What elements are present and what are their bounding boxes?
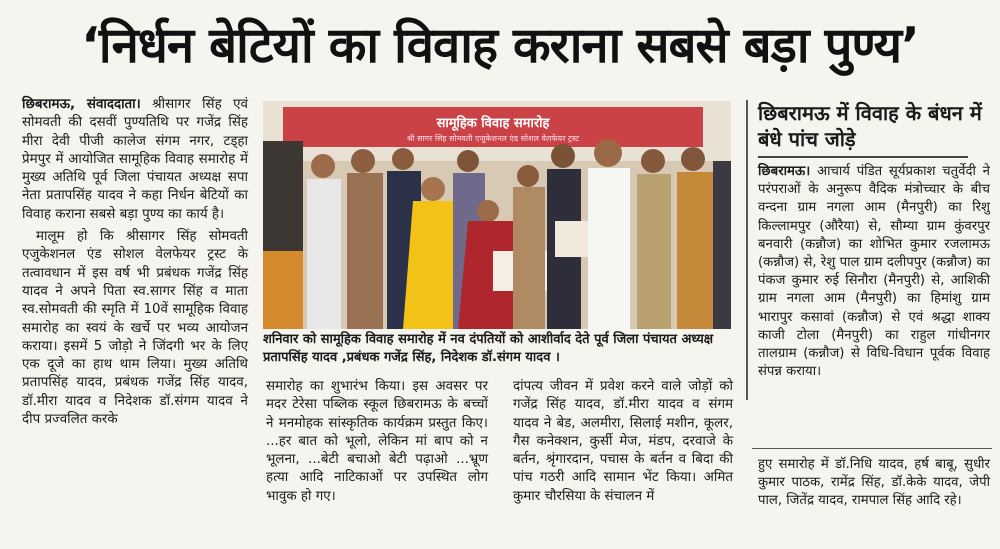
article-column-2 bbox=[266, 378, 488, 510]
paragraph: दांपत्य जीवन में प्रवेश करने वाले जोड़ों को गजेंद्र सिंह यादव, डॉ.मीरा यादव व संगम यादव ने बेड, अलमीरा, सिलाई मशीन, कूलर, गैस कनेक्शन, कुर्सी मेज, मंडप, दरवाजे के बर्तन, श्रृंगारदान, पचास के बर्तन व बिदा की पांच गठरी आदि सामान भेंट किया। अमित कुमार चौरसिया के संचालन में bbox=[513, 379, 733, 504]
article-column-1 bbox=[22, 96, 248, 433]
sidebar-body bbox=[758, 163, 990, 385]
article-column-3 bbox=[513, 378, 733, 510]
column-divider bbox=[746, 100, 748, 400]
sidebar-underline bbox=[758, 156, 968, 158]
paragraph: हुए समारोह में डॉ.निधि यादव, हर्ष बाबू, सुधीर कुमार पाठक, रामेंद्र सिंह, डॉ.केके यादव, जेपी पाल, जितेंद्र यादव, रामपाल सिंह आदि रहे। bbox=[758, 457, 990, 509]
paragraph: छिबरामऊ, संवाददाता। श्रीसागर सिंह एवं सोमवती की दसवीं पुण्यतिथि पर गजेंद्र सिंह मीरा देवी पीजी कालेज संगम नगर, टड्हा प्रेमपुर में आयोजित सामूहिक विवाह समारोह में मुख्य अतिथि पूर्व जिला पंचायत अध्यक्ष सपा नेता प्रतापसिंह यादव ने कहा निर्धन बेटियों का विवाह कराना सबसे बड़ा पुण्य का कार्य है। bbox=[22, 97, 249, 222]
sidebar-headline: छिबरामऊ में विवाह के बंधन में बंधे पांच जोड़े bbox=[758, 101, 982, 151]
news-photo bbox=[263, 101, 731, 329]
sidebar-dateline: छिबरामऊ। bbox=[758, 164, 811, 179]
headline: ‘निर्धन बेटियों का विवाह कराना सबसे बड़ा पुण्य’ bbox=[81, 17, 919, 74]
paragraph: छिबरामऊ। आचार्य पंडित सूर्यप्रकाश चतुर्वेदी ने परंपराओं के अनुरूप वैदिक मंत्रोच्चार के बीच वन्दना ग्राम नगला आम (मैनपुरी) का रिशु किल्लामपुर (औरैया) से, सौम्या ग्राम कुंवरपुर बनवारी (कन्नौज) का शोभित कुमार रजलामऊ (कन्नौज) से, रेशु पाल ग्राम दलीपपुर (कन्नौज) का पंकज कुमार रुई सिनौरा (मैनपुरी) से, आशिकी ग्राम नगला आम (मैनपुरी) का हिमांशु ग्राम भारापुर कसावां (कन्नौज) से एवं श्रद्धा शाक्य काजी टोला (मैनपुरी) का राहुल गांधीनगर तालग्राम (कन्नौज) से विधि-विधान पूर्वक विवाह संपन्न कराया। bbox=[758, 164, 990, 380]
dateline: छिबरामऊ, संवाददाता। bbox=[22, 97, 141, 112]
paragraph: मालूम हो कि श्रीसागर सिंह सोमवती एजुकेशनल एंड सोशल वेलफेयर ट्रस्ट के तत्वावधान में इस वर्ष भी प्रबंधक गजेंद्र सिंह यादव ने अपने पिता स्व.सागर सिंह व माता स्व.सोमवती की स्मृति में 10वें सामूहिक विवाह समारोह का स्वयं के खर्चे पर भव्य आयोजन कराया। इसमें 5 जोड़ो ने जिंदगी भर के लिए एक दूजे का हाथ थाम लिया। मुख्य अतिथि प्रतापसिंह यादव, प्रबंधक गजेंद्र सिंह यादव, डॉ.मीरा यादव व निदेशक डॉ.संगम यादव ने दीप प्रज्वलित करके bbox=[22, 229, 248, 428]
paragraph: समारोह का शुभारंभ किया। इस अवसर पर मदर टेरेसा पब्लिक स्कूल छिबरामऊ के बच्चों ने मनमोहक सांस्कृतिक कार्यक्रम प्रस्तुत किए। ...हर बात को भूलो, लेकिन मां बाप को न भूलना, ...बेटी बचाओ बेटी पढ़ाओ ...भ्रूण हत्या आदि नाटिकाओं पर उपस्थित लोग भावुक हो गए। bbox=[266, 379, 488, 504]
sidebar-continuation bbox=[758, 456, 990, 515]
banner-sub: श्री सागर सिंह सोमवती एजुकेशनल एंड सोशल वेलफेयर ट्रस्ट bbox=[406, 134, 580, 143]
wedding-group-photo bbox=[263, 101, 731, 329]
section-divider bbox=[752, 448, 992, 449]
banner-text: सामूहिक विवाह समारोह bbox=[436, 116, 550, 131]
photo-caption: शनिवार को सामूहिक विवाह समारोह में नव दंपतियों को आशीर्वाद देते पूर्व जिला पंचायत अध्यक्ष प्रतापसिंह यादव ,प्रबंधक गजेंद्र सिंह, निदेशक डॉ.संगम यादव । bbox=[263, 332, 714, 365]
